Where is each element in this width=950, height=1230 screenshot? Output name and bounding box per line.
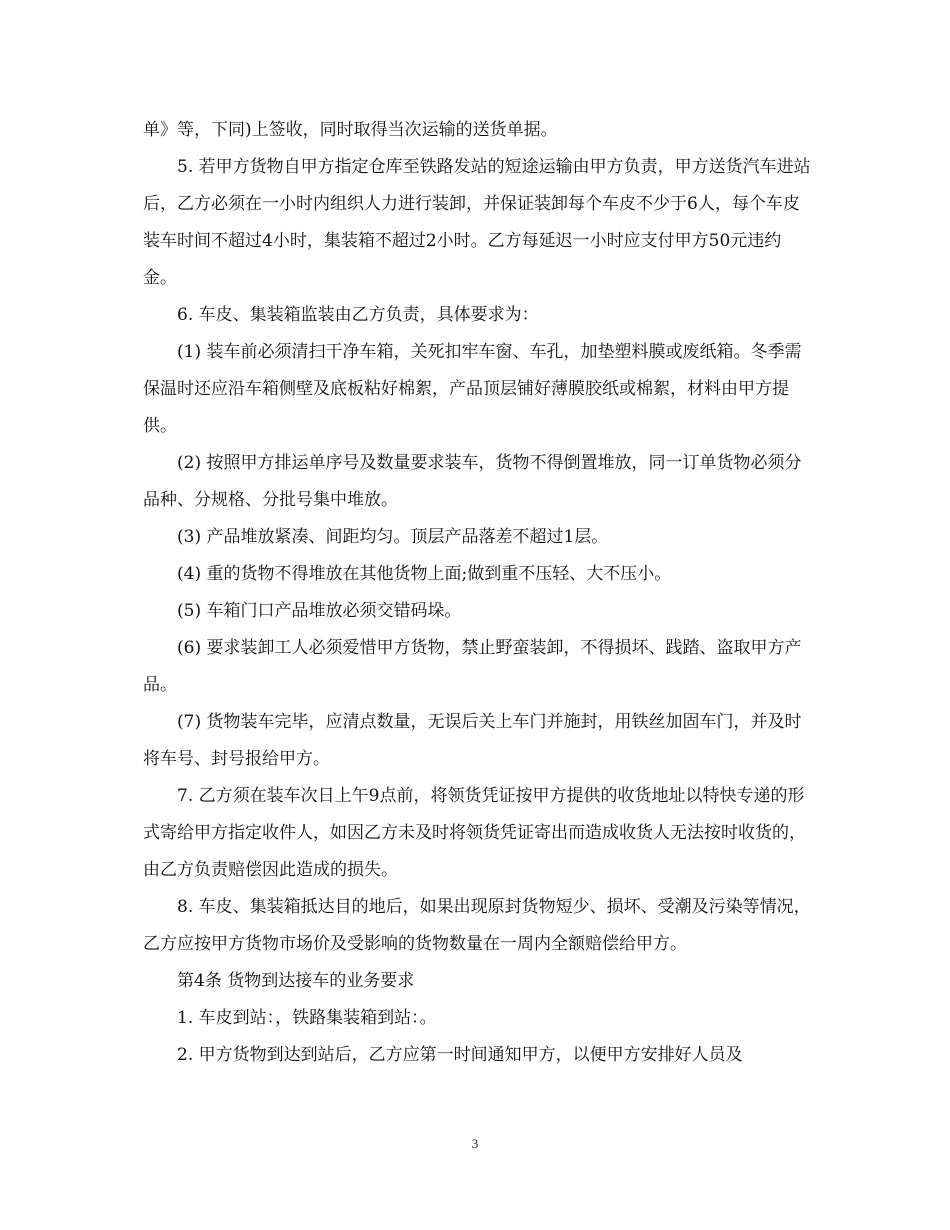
paragraph: 8. 车皮、集装箱抵达目的地后，如果出现原封货物短少、损坏、受潮及污染等情况，乙方应按甲方货物市场价及受影响的货物数量在一周内全额赔偿给甲方。 bbox=[143, 897, 811, 954]
paragraph: (5) 车箱门口产品堆放必须交错码垛。 bbox=[177, 601, 462, 621]
paragraph: (3) 产品堆放紧凑、间距均匀。顶层产品落差不超过1层。 bbox=[177, 527, 609, 547]
paragraph: 1. 车皮到站：，铁路集装箱到站：。 bbox=[177, 1008, 437, 1028]
paragraph: 6. 车皮、集装箱监装由乙方负责，具体要求为： bbox=[177, 305, 539, 325]
paragraph: (1) 装车前必须清扫干净车箱，关死扣牢车窗、车孔，加垫塑料膜或废纸箱。冬季需保温时还应沿车箱侧壁及底板粘好棉絮，产品顶层铺好薄膜胶纸或棉絮，材料由甲方提供。 bbox=[143, 342, 802, 436]
page-number: 3 bbox=[471, 1136, 479, 1151]
paragraph: 2. 甲方货物到达到站后，乙方应第一时间通知甲方，以便甲方安排好人员及 bbox=[177, 1045, 743, 1065]
paragraph: 5. 若甲方货物自甲方指定仓库至铁路发站的短途运输由甲方负责，甲方送货汽车进站后，乙方必须在一小时内组织人力进行装卸，并保证装卸每个车皮不少于6人，每个车皮装车时间不超过4小时，集装箱不超过2小时。乙方每延迟一小时应支付甲方50元违约金。 bbox=[143, 157, 811, 288]
paragraph: (2) 按照甲方排运单序号及数量要求装车，货物不得倒置堆放，同一订单货物必须分品种、分规格、分批号集中堆放。 bbox=[143, 453, 802, 510]
paragraph: (6) 要求装卸工人必须爱惜甲方货物，禁止野蛮装卸，不得损坏、践踏、盗取甲方产品。 bbox=[143, 638, 802, 695]
paragraph: 7. 乙方须在装车次日上午9点前，将领货凭证按甲方提供的收货地址以特快专递的形式寄给甲方指定收件人，如因乙方未及时将领货凭证寄出而造成收货人无法按时收货的，由乙方负责赔偿因此造成的损失。 bbox=[143, 786, 806, 880]
paragraph: 单》等，下同)上签收，同时取得当次运输的送货单据。 bbox=[143, 120, 558, 140]
document-body bbox=[143, 112, 813, 1074]
paragraph: (7) 货物装车完毕，应清点数量，无误后关上车门并施封，用铁丝加固车门，并及时将车号、封号报给甲方。 bbox=[143, 712, 802, 769]
section-heading: 第4条 货物到达接车的业务要求 bbox=[177, 971, 415, 991]
paragraph: (4) 重的货物不得堆放在其他货物上面;做到重不压轻、大不压小。 bbox=[177, 564, 672, 584]
